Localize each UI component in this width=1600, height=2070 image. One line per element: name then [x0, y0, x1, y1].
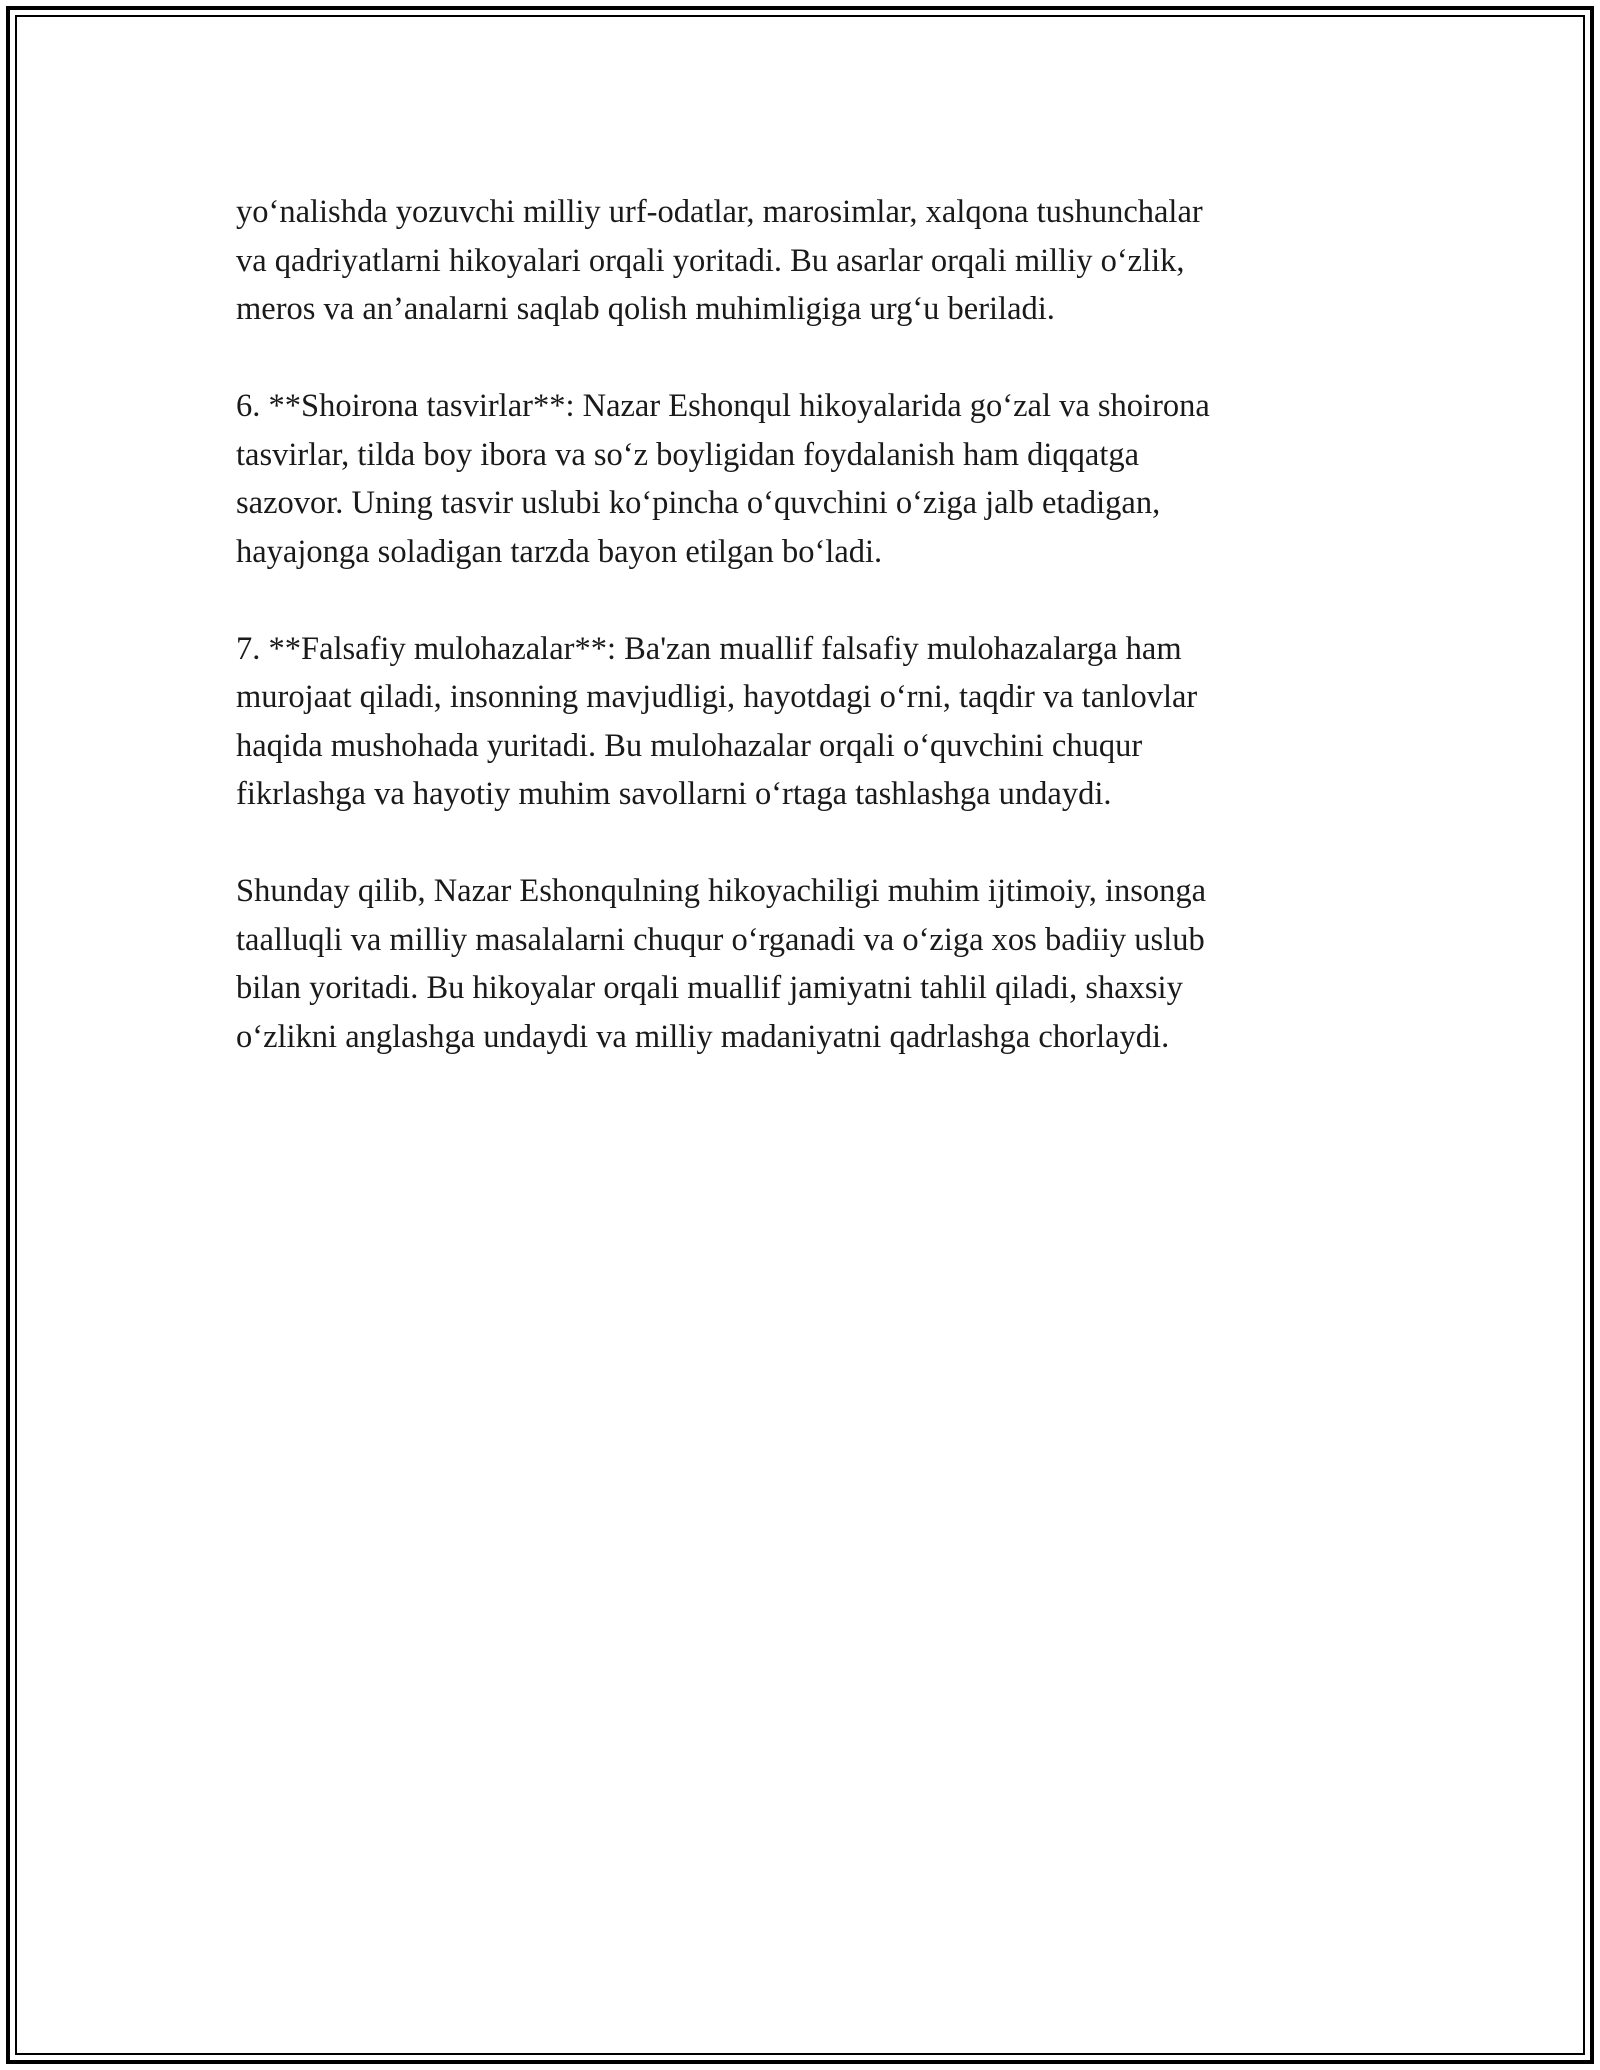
text-line: hayajonga soladigan tarzda bayon etilgan bo‘ladi. — [236, 533, 883, 570]
paragraph-item-6 — [236, 382, 1366, 576]
text-line: taalluqli va milliy masalalarni chuqur o‘rganadi va o‘ziga xos badiiy uslub — [236, 921, 1205, 958]
text-line: o‘zlikni anglashga undaydi va milliy madaniyatni qadrlashga chorlaydi. — [236, 1018, 1170, 1055]
text-line: meros va an’analarni saqlab qolish muhimligiga urg‘u beriladi. — [236, 291, 1055, 327]
text-line: Shunday qilib, Nazar Eshonqulning hikoyachiligi muhim ijtimoiy, insonga — [236, 873, 1207, 909]
document-body — [236, 188, 1366, 1110]
text-line: bilan yoritadi. Bu hikoyalar orqali muallif jamiyatni tahlil qiladi, shaxsiy — [236, 970, 1183, 1006]
paragraph-continuation — [236, 188, 1366, 334]
text-line: murojaat qiladi, insonning mavjudligi, hayotdagi o‘rni, taqdir va tanlovlar — [236, 679, 1198, 715]
text-line: 6. **Shoirona tasvirlar**: Nazar Eshonqul hikoyalarida go‘zal va shoirona — [236, 388, 1210, 424]
text-line: tasvirlar, tilda boy ibora va so‘z boyligidan foydalanish ham diqqatga — [236, 436, 1140, 473]
text-line: yo‘nalishda yozuvchi milliy urf-odatlar, marosimlar, xalqona tushunchalar — [236, 194, 1203, 230]
text-line: fikrlashga va hayotiy muhim savollarni o‘rtaga tashlashga undaydi. — [236, 776, 1112, 812]
paragraph-item-7 — [236, 625, 1366, 819]
text-line: va qadriyatlarni hikoyalari orqali yoritadi. Bu asarlar orqali milliy o‘zlik, — [236, 242, 1185, 279]
paragraph-conclusion — [236, 867, 1366, 1061]
text-line: haqida mushohada yuritadi. Bu mulohazalar orqali o‘quvchini chuqur — [236, 727, 1143, 764]
text-line: sazovor. Uning tasvir uslubi ko‘pincha o‘quvchini o‘ziga jalb etadigan, — [236, 485, 1161, 521]
text-line: 7. **Falsafiy mulohazalar**: Ba'zan muallif falsafiy mulohazalarga ham — [236, 630, 1182, 667]
